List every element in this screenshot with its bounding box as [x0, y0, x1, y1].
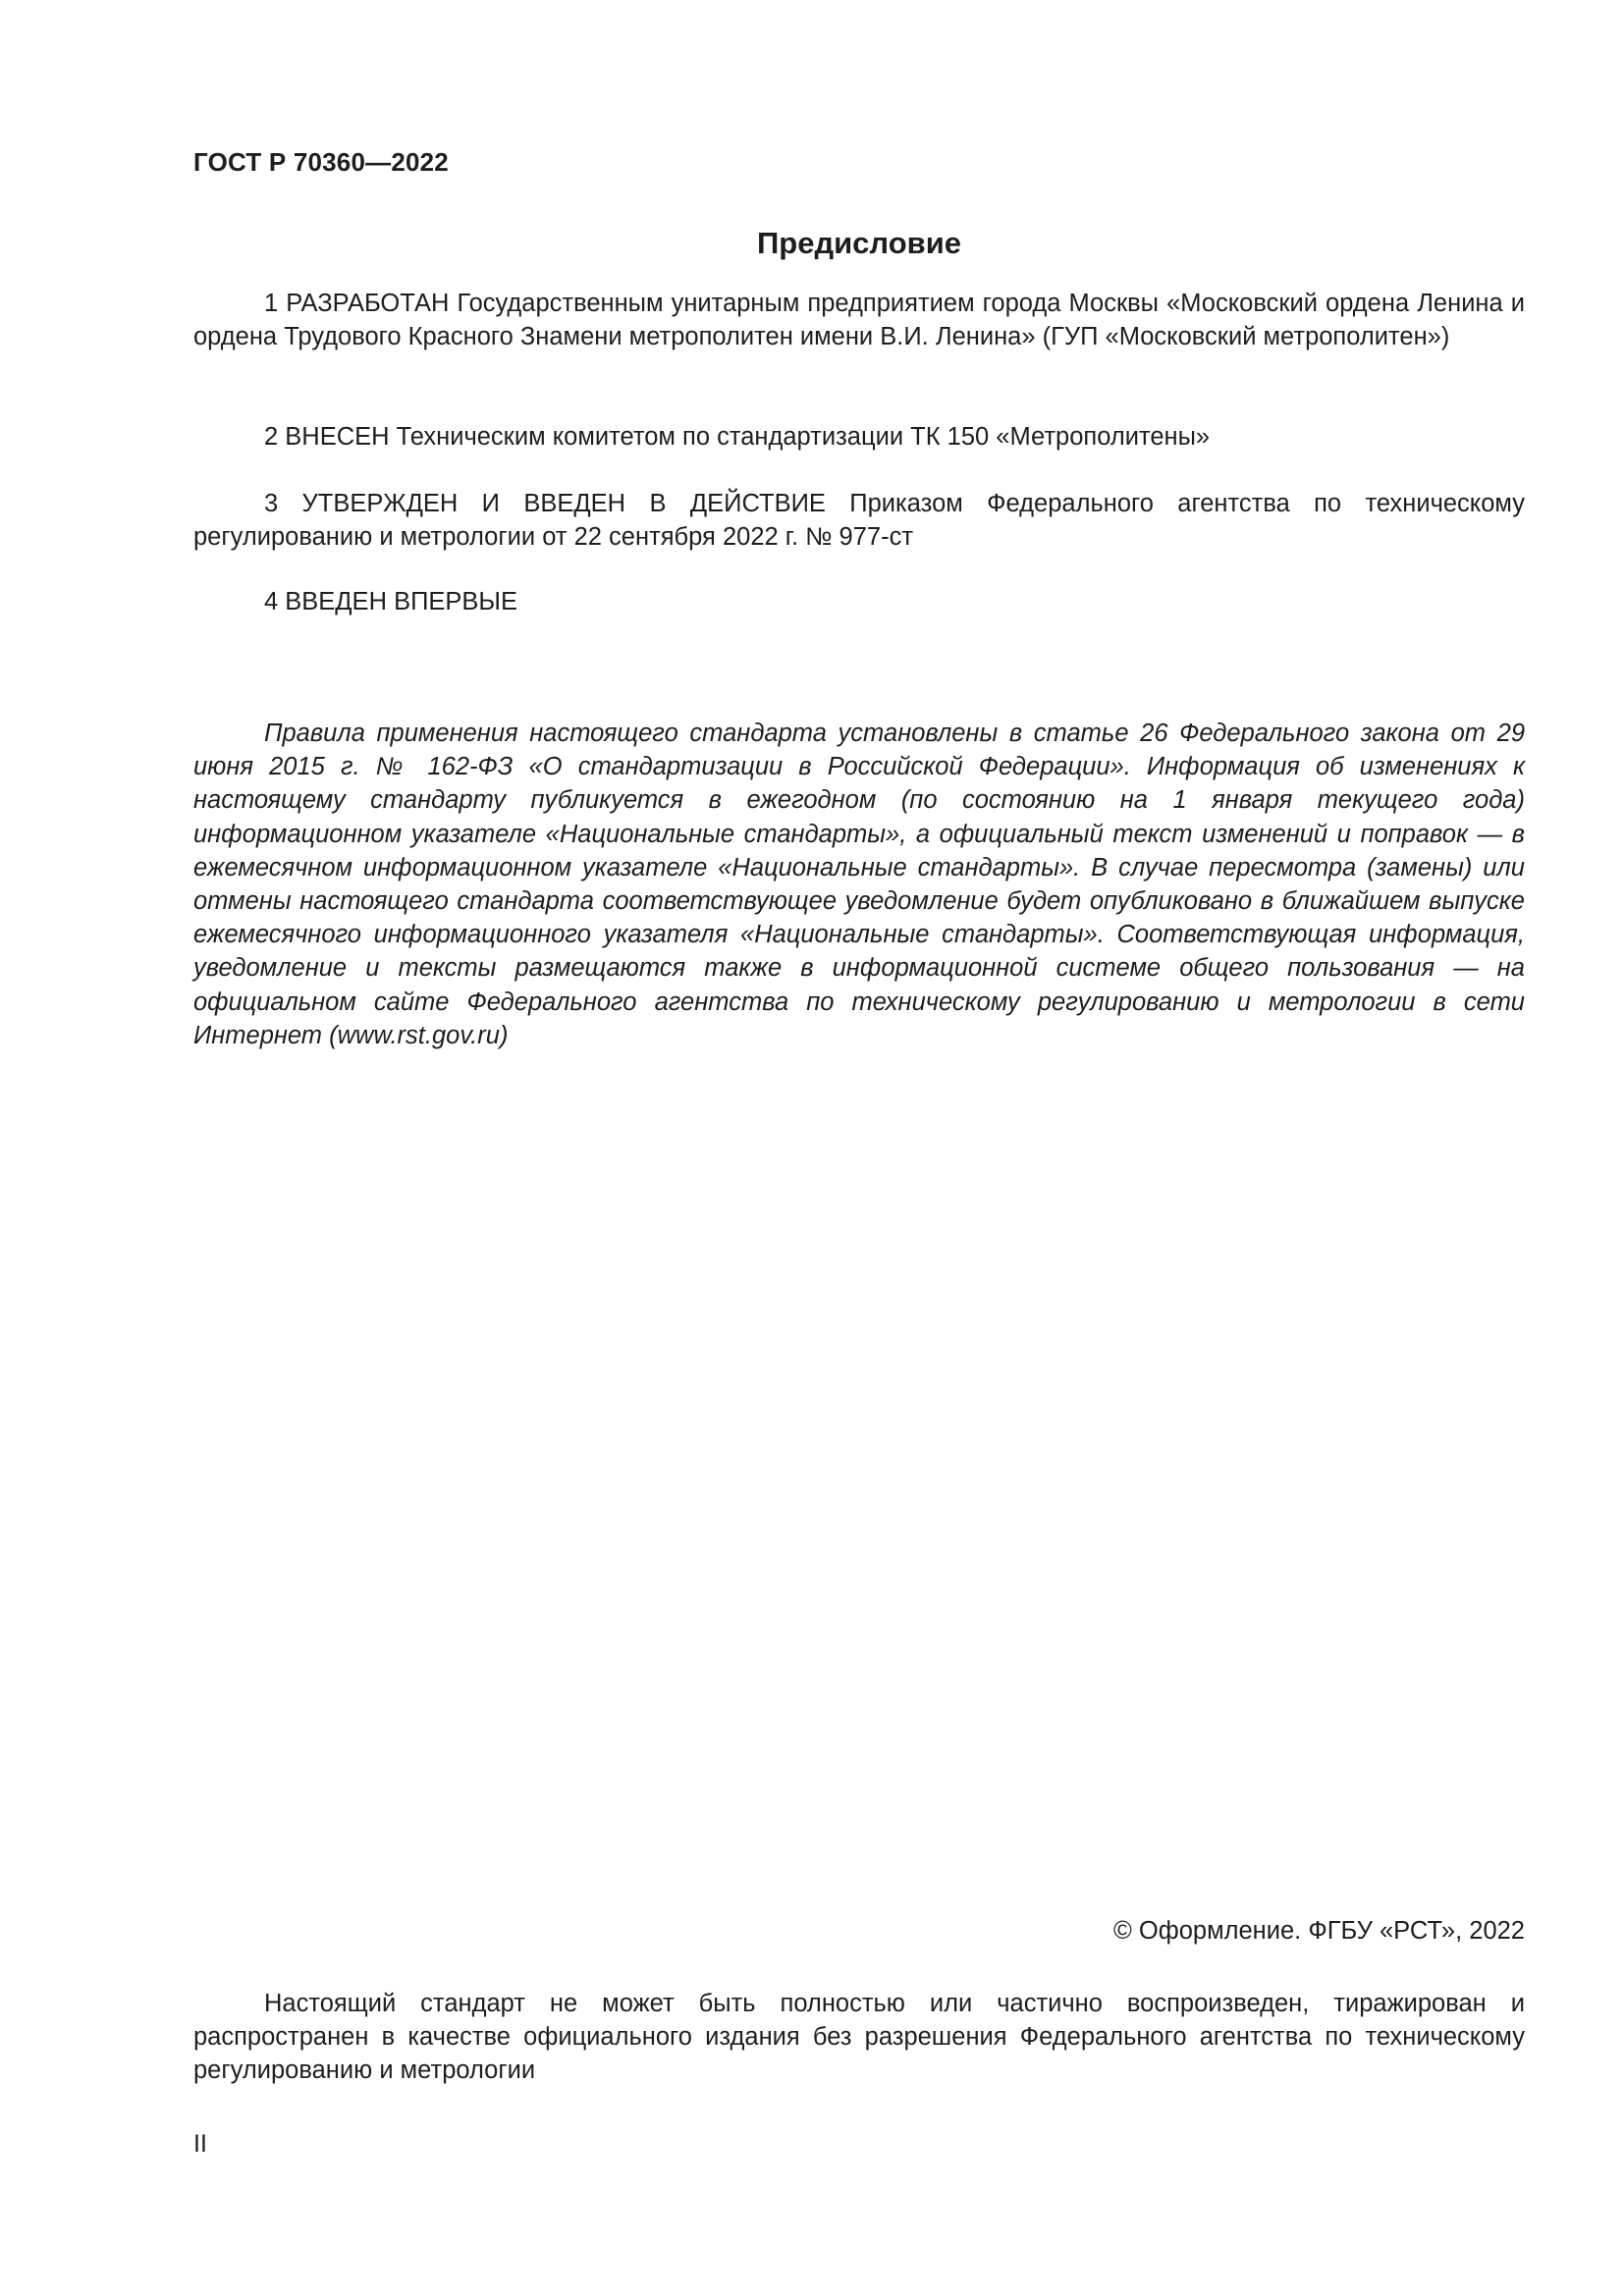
- document-code: ГОСТ Р 70360—2022: [193, 147, 449, 177]
- foreword-item-first-introduced: 4 ВВЕДЕН ВПЕРВЫЕ: [264, 588, 518, 615]
- foreword-item-introduced: 2 ВНЕСЕН Техническим комитетом по стандартизации ТК 150 «Метрополитены»: [264, 423, 1211, 451]
- reproduction-restriction: Настоящий стандарт не может быть полностью или частично воспроизведен, тиражирован и распространен в качестве официального издания без разрешения Федерального агентства по техническому регулированию и метрологии: [193, 1990, 1525, 2084]
- page-number: II: [193, 2130, 207, 2158]
- standard-application-notice: Правила применения настоящего стандарта установлены в статье 26 Федерального закона от 29 июня 2015 г. № 162-ФЗ «О стандартизации в Российской Федерации». Информация об изменениях к настоящему стандарту публикуется в ежегодном (по состоянию на 1 января текущего года) информационном указателе «Национальные стандарты», а официальный текст изменений и поправок — в ежемесячном информационном указателе «Национальные стандарты». В случае пересмотра (замены) или отмены настоящего стандарта соответствующее уведомление будет опубликовано в ближайшем выпуске ежемесячного информационного указателя «Национальные стандарты». Соответствующая информация, уведомление и тексты размещаются также в информационной системе общего пользования — на официальном сайте Федерального агентства по техническому регулированию и метрологии в сети Интернет (www.rst.gov.ru): [193, 720, 1525, 1049]
- foreword-title: Предисловие: [756, 226, 961, 260]
- copyright-notice: © Оформление. ФГБУ «РСТ», 2022: [1113, 1917, 1525, 1945]
- foreword-item-developed: 1 РАЗРАБОТАН Государственным унитарным предприятием города Москвы «Московский ордена Ленина и ордена Трудового Красного Знамени метрополитен имени В.И. Ленина» (ГУП «Московский метрополитен»): [193, 290, 1525, 350]
- foreword-item-approved: 3 УТВЕРЖДЕН И ВВЕДЕН В ДЕЙСТВИЕ Приказом Федерального агентства по техническому регулированию и метрологии от 22 сентября 2022 г. № 977-ст: [193, 490, 1525, 551]
